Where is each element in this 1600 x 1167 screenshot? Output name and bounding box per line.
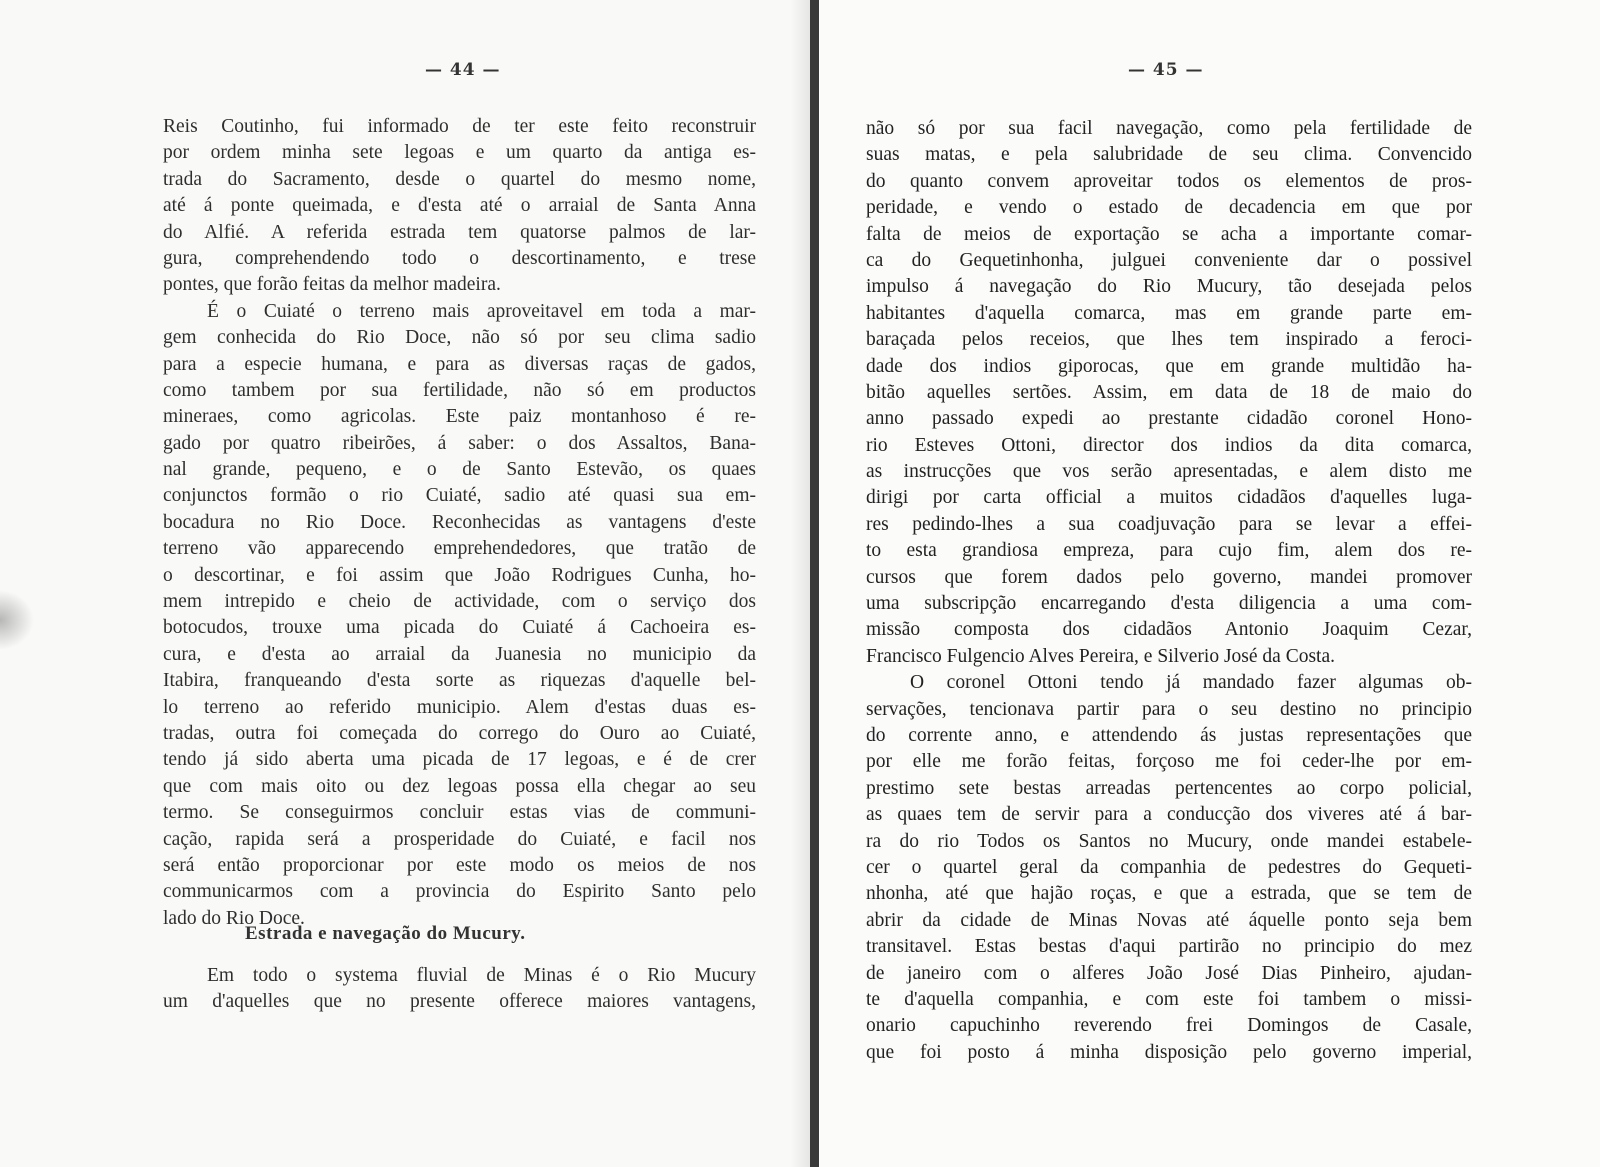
text-line: do quanto convem aproveitar todos os elementos de pros- (866, 170, 1472, 192)
text-line: até á ponte queimada, e d'esta até o arraial de Santa Anna (163, 195, 756, 217)
text-line: trada do Sacramento, desde o quartel do mesmo nome, (163, 168, 756, 190)
text-line: que com mais oito ou dez legoas possa ella chegar ao seu (163, 775, 756, 797)
text-line: será então proporcionar por este modo os meios de nos (163, 854, 756, 876)
text-line: Itabira, franqueando d'esta sorte as riquezas d'aquelle bel- (163, 670, 756, 692)
text-line: por elle me forão feitas, forçoso me foi ceder-lhe por em- (866, 751, 1472, 773)
text-line: por ordem minha sete legoas e um quarto da antiga es- (163, 142, 756, 164)
text-line: não só por sua facil navegação, como pela fertilidade de (866, 118, 1472, 139)
text-line: do Alfié. A referida estrada tem quatorse palmos de lar- (163, 221, 756, 243)
text-line: lo terreno ao referido municipio. Alem d'estas duas es- (163, 696, 756, 718)
text-line: para a especie humana, e para as diversas raças de gados, (163, 353, 756, 375)
text-line: mem intrepido e cheio de actividade, com o serviço dos (163, 591, 756, 613)
text-line: cura, e d'esta ao arraial da Juanesia no municipio da (163, 643, 756, 665)
text-line: abrir da cidade de Minas Novas até áquelle ponto seja bem (866, 909, 1472, 931)
text-line: cer o quartel geral da companhia de pedestres do Gequeti- (866, 856, 1472, 878)
text-line: O coronel Ottoni tendo já mandado fazer algumas ob- (910, 672, 1472, 694)
text-line: Reis Coutinho, fui informado de ter este feito reconstruir (163, 116, 756, 137)
text-line: bocadura no Rio Doce. Reconhecidas as vantagens d'este (163, 511, 756, 533)
text-line: gem conhecida do Rio Doce, não só por seu clima sadio (163, 327, 756, 349)
binding-shadow (790, 0, 810, 1167)
text-line: impulso á navegação do Rio Mucury, tão desejada pelos (866, 276, 1472, 298)
text-line: gura, comprehendendo todo o descortinamento, e trese (163, 247, 756, 269)
text-line: tradas, outra foi começada do corrego do Ouro ao Cuiaté, (163, 722, 756, 744)
text-line: suas matas, e pela salubridade de seu clima. Convencido (866, 144, 1472, 166)
text-line: dirigi por carta official a muitos cidadãos d'aquelles luga- (866, 487, 1472, 509)
text-line: onario capuchinho reverendo frei Domingos de Casale, (866, 1015, 1472, 1037)
text-line: peridade, e vendo o estado de decadencia em que por (866, 197, 1472, 219)
text-line: um d'aquelles que no presente offerece maiores vantagens, (163, 991, 756, 1013)
text-line: nhonha, até que hajão roças, e que a estrada, que se tem de (866, 883, 1472, 905)
text-line: bitão aquelles sertões. Assim, em data de 18 de maio do (866, 381, 1472, 403)
text-line: ra do rio Todos os Santos no Mucury, onde mandei estabele- (866, 830, 1472, 852)
section-heading: Estrada e navegação do Mucury. (245, 923, 526, 944)
text-line: terreno vão apparecendo emprehendedores, que tratão de (163, 538, 756, 560)
text-line: pontes, que forão feitas da melhor madeira. (163, 274, 501, 296)
text-line: cursos que forem dados pelo governo, mandei promover (866, 566, 1472, 588)
text-line: do corrente anno, e attendendo ás justas representações que (866, 724, 1472, 746)
text-line: res pedindo-lhes a sua coadjuvação para se levar a effei- (866, 513, 1472, 535)
text-line: habitantes d'aquella comarca, mas em grande parte em- (866, 302, 1472, 324)
text-line: anno passado expedi ao prestante cidadão coronel Hono- (866, 408, 1472, 430)
text-line: gado por quatro ribeirões, á saber: o dos Assaltos, Bana- (163, 432, 756, 454)
text-line: o descortinar, e foi assim que João Rodrigues Cunha, ho- (163, 564, 756, 586)
text-line: como tambem por sua fertilidade, não só em productos (163, 379, 756, 401)
book-gutter (810, 0, 819, 1167)
page-edge-stain (0, 590, 34, 650)
text-line: que foi posto á minha disposição pelo governo imperial, (866, 1041, 1472, 1063)
text-line: mineraes, como agricolas. Este paiz montanhoso é re- (163, 406, 756, 428)
text-line: de janeiro com o alferes João José Dias Pinheiro, ajudan- (866, 962, 1472, 984)
right-page-number: — 45 — (1128, 60, 1204, 80)
text-line: prestimo sete bestas arreadas pertencentes ao corpo policial, (866, 777, 1472, 799)
text-line: Em todo o systema fluvial de Minas é o Rio Mucury (207, 965, 756, 986)
text-line: botocudos, trouxe uma picada do Cuiaté á Cachoeira es- (163, 617, 756, 639)
text-line: tendo já sido aberta uma picada de 17 legoas, e é de crer (163, 749, 756, 771)
text-line: missão composta dos cidadãos Antonio Joaquim Cezar, (866, 619, 1472, 641)
text-line: to esta grandiosa empreza, para cujo fim, alem dos re- (866, 540, 1472, 562)
text-line: falta de meios de exportação se acha a importante comar- (866, 223, 1472, 245)
text-line: dade dos indios giporocas, que em grande multidão ha- (866, 355, 1472, 377)
text-line: nal grande, pequeno, e o de Santo Estevão, os quaes (163, 459, 756, 481)
text-line: conjunctos formão o rio Cuiaté, sadio até quasi sua em- (163, 485, 756, 507)
text-line: lado do Rio Doce. (163, 907, 305, 929)
right-page-text (866, 116, 1472, 1066)
text-line: as quaes tem de servir para a conducção dos viveres até á bar- (866, 804, 1472, 826)
left-page-number: — 44 — (425, 60, 501, 80)
left-page-tail-text (163, 963, 756, 1016)
text-line: uma subscripção encarregando d'esta diligencia a uma com- (866, 593, 1472, 615)
text-line: cação, rapida será a prosperidade do Cuiaté, e facil nos (163, 828, 756, 850)
text-line: ca do Gequetinhonha, julguei conveniente dar o possivel (866, 249, 1472, 271)
text-line: servações, tencionava partir para o seu destino no principio (866, 698, 1472, 720)
text-line: as instrucções que vos serão apresentadas, e alem disto me (866, 461, 1472, 483)
text-line: communicarmos com a provincia do Espirito Santo pelo (163, 881, 756, 903)
left-page-text (163, 114, 756, 932)
text-line: É o Cuiaté o terreno mais aproveitavel em toda a mar- (207, 300, 756, 322)
text-line: termo. Se conseguirmos concluir estas vias de communi- (163, 802, 756, 824)
text-line: transitavel. Estas bestas d'aqui partirão no principio do mez (866, 936, 1472, 958)
text-line: rio Esteves Ottoni, director dos indios da dita comarca, (866, 434, 1472, 456)
text-line: Francisco Fulgencio Alves Pereira, e Silverio José da Costa. (866, 645, 1335, 667)
text-line: te d'aquella companhia, e com este foi tambem o missi- (866, 988, 1472, 1010)
text-line: baraçada pelos receios, que lhes tem inspirado a feroci- (866, 329, 1472, 351)
